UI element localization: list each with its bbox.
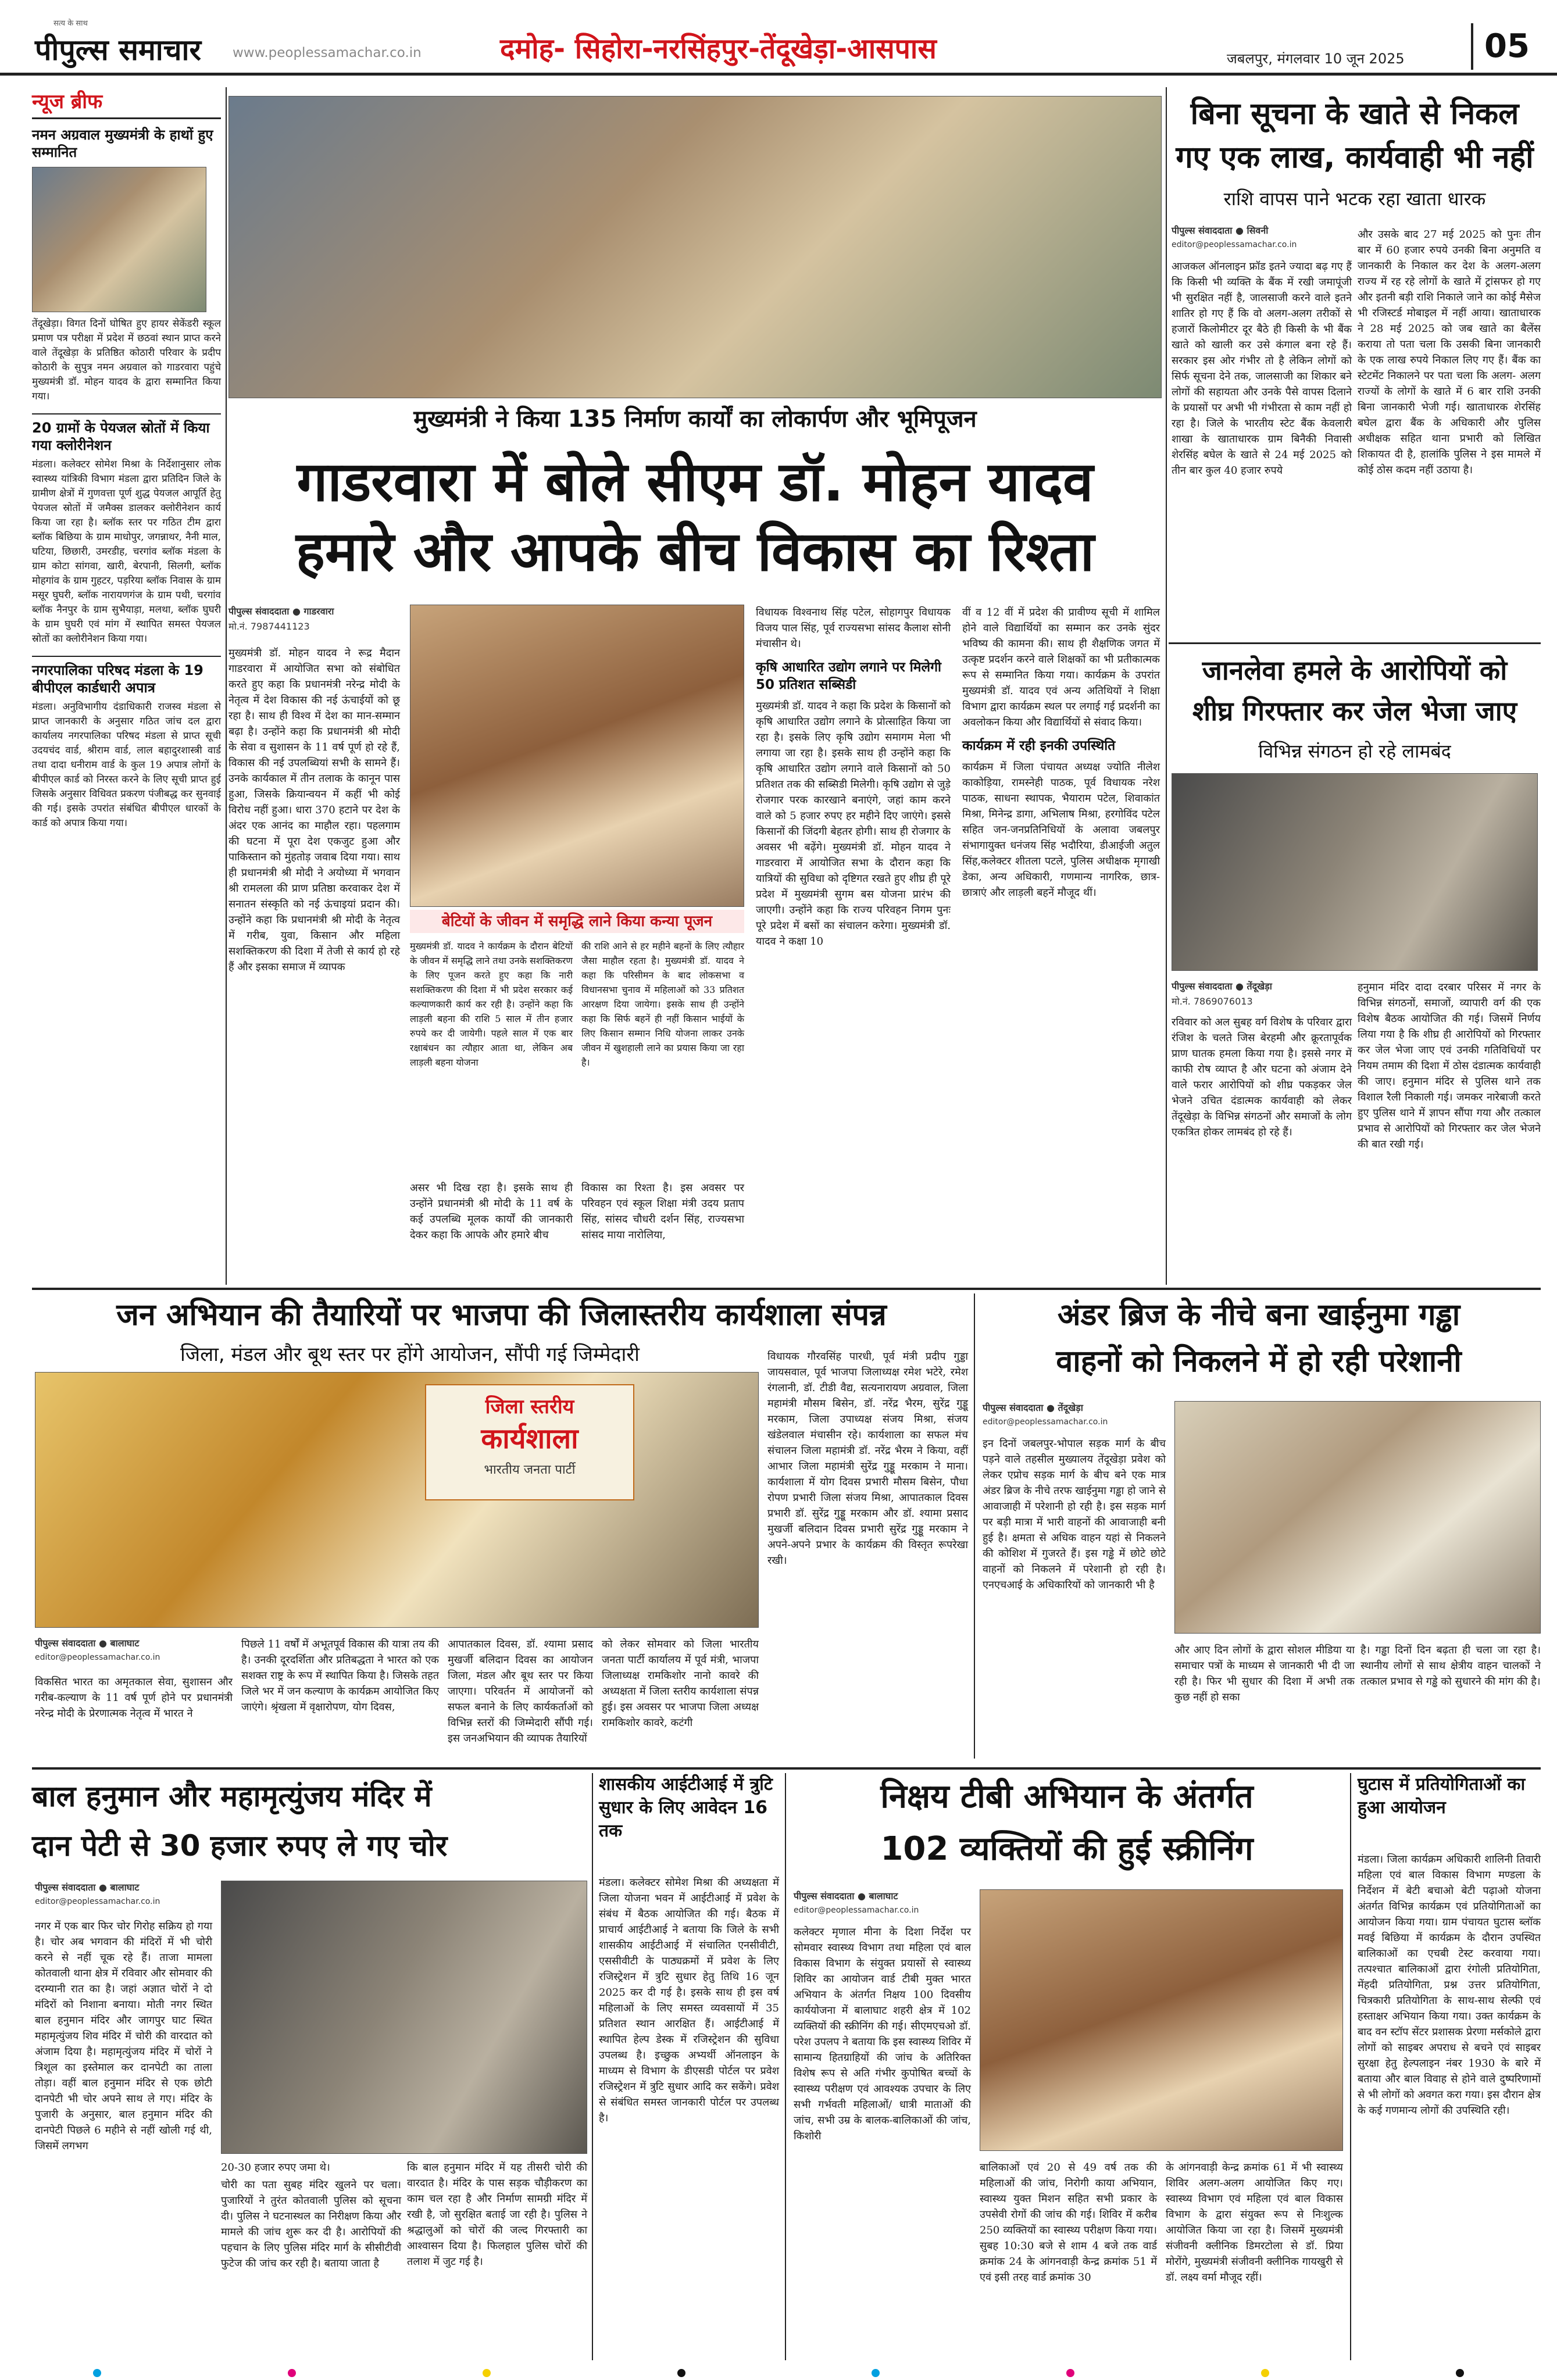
bridge-email[interactable]: editor@peoplessamachar.co.in: [983, 1417, 1108, 1427]
temple-caption: 20-30 हजार रुपए जमा थे।: [221, 2161, 330, 2174]
column-divider: [1350, 1773, 1351, 2360]
tb-col-2: बालिकाओं एवं 20 से 49 वर्ष तक की महिलाओं की जांच, निरोगी काया अभियान, स्वास्थ्य युक्त मिशन सहित सभी प्रकार के उपसेवी रोगों की जांच की गई। शिविर में करीब 250 व्यक्तियों का स्वास्थ्य परीक्षण किया गया। सुबह 10:30 बजे से शाम 4 बजे तक वार्ड क्रमांक 24 के आंगनवाड़ी केन्द्र क्रमांक 51 में एवं इसी तरह वार्ड क्रमांक 30: [980, 2161, 1160, 2283]
masthead: [0, 0, 1557, 76]
bjp-byline: पीपुल्स संवाददाता ● बालाघाट: [35, 1638, 140, 1649]
bridge-headline-1: अंडर ब्रिज के नीचे बना खाईनुमा गड्ढा: [1057, 1298, 1460, 1332]
bridge-photo: [1174, 1401, 1541, 1634]
bjp-headline: जन अभियान की तैयारियों पर भाजपा की जिलास्तरीय कार्यशाला संपन्न: [116, 1298, 887, 1332]
bjp-col-2: पिछले 11 वर्षों में अभूतपूर्व विकास की यात्रा तय की है। उनकी दूरदर्शिता और प्रतिबद्धता ने भारत को एक सशक्त राष्ट्र के रूप में स्थापित किया है। जिसके तहत जिले भर में जन कल्याण के कार्यक्रम आयोजित किए जाएंगे। श्रृंखला में वृक्षारोपण, योग दिवस,: [241, 1638, 442, 1713]
registration-dot: [1261, 2369, 1269, 2377]
bjp-col-3: आपातकाल दिवस, डॉ. श्यामा प्रसाद मुखर्जी बलिदान दिवस का आयोजन जिला, मंडल और बूथ स्तर पर किया जाएगा। परिवर्तन में आयोजनों को सफल बनाने के लिए कार्यकर्ताओं को विभिन्न स्तरों की जिम्मेदारी सौंपी गई। इस जनअभियान की व्यापक तैयारियों: [448, 1638, 597, 1745]
iti-headline: शासकीय आईटीआई में त्रुटि सुधार के लिए आवेदन 16 तक: [599, 1774, 773, 1841]
registration-dot: [872, 2369, 880, 2377]
temple-photo: [221, 1881, 587, 2154]
bank-email[interactable]: editor@peoplessamachar.co.in: [1172, 240, 1297, 249]
bjp-banner: [425, 1384, 634, 1500]
lead-subhead-agri: कृषि आधारित उद्योग लगाने पर मिलेगी 50 प्रतिशत सब्सिडी: [756, 660, 941, 692]
attack-col-2: हनुमान मंदिर दादा दरबार परिसर में नगर के विभिन्न संगठनों, समाजों, व्यापारी वर्ग की एक विशेष बैठक आयोजित की गई। जिसमें निर्णय लिया गया है कि शीघ्र ही आरोपियों को गिरफ्तार कर जेल भेजा जाए एवं उनकी गतिविधियों पर नियम तमाम की दिशा में ठोस दंडात्मक कार्यवाही की जाए। हनुमान मंदिर से पुलिस थाने तक विशाल रैली निकाली गई। जमकर नारेबाजी करते हुए पुलिस थाने में ज्ञापन सौंपा गया और तत्काल प्रभाव से आरोपियों को गिरफ्तार कर जेल भेजने की बात रखी गई।: [1358, 981, 1544, 1150]
bridge-col-2: और आए दिन लोगों के द्वारा सोशल मीडिया या समाचार पत्रों के माध्यम से जानकारी भी दी जा रही है। फिर भी सुधार की दिशा में अभी तक कुछ नहीं हो सका: [1174, 1644, 1358, 1703]
kanya-pujan-caption: बेटियों के जीवन में समृद्धि लाने किया कन्या पूजन: [410, 910, 744, 933]
tb-photo: [980, 1889, 1343, 2151]
registration-dot: [93, 2369, 101, 2377]
attack-headline-1: जानलेवा हमले के आरोपियों को: [1202, 655, 1508, 686]
attack-col-1: रविवार को अल सुबह वर्ग विशेष के परिवार द्वारा रंजिश के चलते जिस बेरहमी और क्रूरतापूर्वक प्राण घातक हमला किया गया है। इससे नगर में काफी रोष व्याप्त है और घटना को अंजाम देने वाले फरार आरोपियों को शीघ्र पकड़कर जेल भेजने उचित दंडात्मक कार्यवाही को लेकर तेंदूखेड़ा के विभिन्न संगठनों और समाजों के लोग एकत्रित होकर लामबंद हो रहे हैं।: [1172, 1016, 1355, 1138]
lead-col-4-wrap: [962, 605, 1163, 1267]
attack-headline-2: शीघ्र गिरफ्तार कर जेल भेजा जाए: [1192, 695, 1517, 727]
masthead-tagline: सत्य के साथ: [53, 19, 88, 28]
brief-3-title: नगरपालिका परिषद मंडला के 19 बीपीएल कार्डधारी अपात्र: [32, 656, 221, 696]
lead-photo: [228, 96, 1162, 398]
registration-dot: [677, 2369, 685, 2377]
temple-col-3: कि बाल हनुमान मंदिर में यह तीसरी चोरी की वारदात है। मंदिर के पास सड़क चौड़ीकरण का काम चल रहा है और निर्माण सामग्री मंदिर में रखी है, जो सुरक्षित बताई जा रही है। पुलिस ने श्रद्धालुओं को चोरों की जल्द गिरफ्तारी का आश्वासन दिया है। फिलहाल पुलिस चोरों की तलाश में जुट गई है।: [407, 2161, 591, 2268]
temple-email[interactable]: editor@peoplessamachar.co.in: [35, 1897, 160, 1906]
bank-headline-1: बिना सूचना के खाते से निकल: [1190, 97, 1519, 131]
temple-col-1: नगर में एक बार फिर चोर गिरोह सक्रिय हो गया है। चोर अब भगवान की मंदिरों में भी चोरी करने से नहीं चूक रहे हैं। ताजा मामला कोतवाली थाना क्षेत्र में रविवार और सोमवार की दरम्यानी रात का है। जहां अज्ञात चोरों ने दो मंदिरों को निशाना बनाया। मोती नगर स्थित बाल हनुमान मंदिर और जागपुर घाट स्थित महामृत्युंजय शिव मंदिर में चोरी की वारदात को अंजाम दिया है। महामृत्युंजय मंदिर में चोरों ने त्रिशूल का इस्तेमाल कर दानपेटी का ताला तोड़ा। वहीं बाल हनुमान मंदिर से एक छोटी दानपेटी भी चोर अपने साथ ले गए। मंदिर के पुजारी के अनुसार, बाल हनुमान मंदिर की दानपेटी पिछले 6 महीने से नहीं खोली गई थी, जिसमें लगभग: [35, 1920, 216, 2152]
ghutas-text: मंडला। जिला कार्यक्रम अधिकारी शालिनी तिवारी महिला एवं बाल विकास विभाग मण्डला के निर्देशन में बेटी बचाओ बेटी पढ़ाओ योजना अंतर्गत विभिन्न कार्यक्रम एवं प्रतियोगिताओं का आयोजन किया गया। ग्राम पंचायत घुटास ब्लॉक मवई बिछिया में कार्यक्रम के दौरान उपस्थित बालिकाओं का एचबी टेस्ट करवाया गया। तत्पश्चात बालिकाओं द्वारा रंगोली प्रतियोगिता, मेंहदी प्रतियोगिता, प्रश्न उत्तर प्रतियोगिता, चित्रकारी प्रतियोगिता के साथ-साथ सेल्फी एवं हस्ताक्षर अभियान किया गया। उक्त कार्यक्रम के बाद वन स्टॉप सेंटर प्रशासक प्रेरणा मर्सकोले द्वारा लोगों को साइबर अपराध से बचने एवं साइबर सुरक्षा हेतु हेल्पलाइन नंबर 1930 के बारे में बताया और बाल विवाह से होने वाले दुष्परिणामों से भी लोगों को अवगत करा गया। इस दौरान क्षेत्र के कई गणमान्य लोगों की उपस्थिति रही।: [1358, 1853, 1544, 2117]
column-divider: [1166, 87, 1167, 1285]
lead-subhead-presence: कार्यक्रम में रही इनकी उपस्थिति: [962, 738, 1116, 753]
bjp-col-5: विधायक गौरवसिंह पारधी, पूर्व मंत्री प्रदीप गुड्डा जायसवाल, पूर्व भाजपा जिलाध्यक्ष रमेश भटेरे, रमेश रंगलानी, डॉ. टीडी वैद्य, सत्यनारायण अग्रवाल, जिला महामंत्री मौसम बिसेन, डॉ. नरेंद्र भैरम, सुरेंद्र गुड्डू मरकाम, जिला उपाध्यक्ष संजय मिश्रा, संजय खंडेलवाल मंचासीन रहे। कार्यशाला का सफल मंच संचालन जिला महामंत्री डॉ. नरेंद्र भैरम ने किया, वहीं आभार जिला महामंत्री सुरेंद्र गुड्डू मरकाम ने माना। कार्यशाला में योग दिवस प्रभारी मौसम बिसेन, पौधा रोपण प्रभारी जिला संजय मिश्रा, आपातकाल दिवस प्रभारी डॉ. सुरेंद्र गुड्डू मरकाम और डॉ. श्यामा प्रसाद मुखर्जी बलिदान दिवस प्रभारी सुरेंद्र गुड्डू मरकाम ने अपने-अपने प्रभार के कार्यक्रम की विस्तृत रूपरेखा रखी।: [767, 1350, 972, 1567]
temple-headline-1: बाल हनुमान और महामृत्युंजय मंदिर में: [32, 1779, 432, 1813]
bjp-banner-line-1: जिला स्तरीय: [485, 1395, 574, 1418]
lead-headline-1: गाडरवारा में बोले सीएम डॉ. मोहन यादव: [297, 451, 1094, 514]
bjp-col-4: को लेकर सोमवार को जिला भारतीय जनता पार्टी कार्यालय में पूर्व मंत्री, भाजपा जिलाध्यक्ष रामकिशोर नानो कावरे की अध्यक्षता में जिला स्तरीय कार्यशाला संपन्न हुई। इस अवसर पर भाजपा जिला अध्यक्ष रामकिशोर कावरे, कटंगी: [602, 1638, 762, 1729]
column-divider: [974, 1293, 975, 1759]
bjp-photo: [35, 1372, 759, 1628]
masthead-website[interactable]: www.peoplessamachar.co.in: [233, 45, 422, 60]
page-number: 05: [1471, 23, 1541, 70]
bank-byline-box: [1172, 224, 1346, 249]
brief-2-text: मंडला। कलेक्टर सोमेश मिश्रा के निर्देशानुसार लोक स्वास्थ्य यांत्रिकी विभाग मंडला द्वारा प्रतिदिन जिले के ग्रामीण क्षेत्रों में गुणवत्ता पूर्ण शुद्ध पेयजल आपूर्ति हेतु पेयजल स्रोतों में जमैक्स डालकर क्लोरीनेशन कार्य किया जा रहा है। ब्लॉक स्तर पर गठित टीम द्वारा ब्लॉक बिछिया के ग्राम माधोपुर, जगन्नाथर, नैनी माल, घटिया, छिछारी, उमरडीह, चरगांव ब्लॉक मंडला के ग्राम कोटा सांगवा, खारी, बेरपानी, सिलगी, ब्लॉक मोहगांव के ग्राम गुहटर, पड़रिया ब्लॉक निवास के ग्राम मसूर घुघरी, ब्लॉक नारायणगंज के ग्राम पथी, चरगांव ब्लॉक नैनपुर के ग्राम सुभैयाड़ा, मलथा, ब्लॉक घुघरी के ग्राम घुघरी एवं मांग में स्थापित समस्त पेयजल स्रोतों का क्लोरीनेशन किया गया।: [32, 459, 224, 645]
lead-col-1: मुख्यमंत्री डॉ. मोहन यादव ने रूद्र मैदान गाडरवारा में आयोजित सभा को संबोधित करते हुए कहा कि प्रधानमंत्री नरेन्द्र मोदी के नेतृत्व में देश विकास की नई ऊंचाईयों को छू रहा है। साथ ही विश्व में देश का मान-सम्मान बढ़ा है। उन्होंने कहा कि प्रधानमंत्री श्री मोदी के सेवा व सुशासन के 11 वर्ष पूर्ण हो रहे हैं, विकास की नई उपलब्धियां सभी के सामने हैं। उनके कार्यकाल में तीन तलाक के कानून पास हुआ, जिसके क्रियान्वयन में कहीं भी कोई विरोध नहीं हुआ। धारा 370 हटाने पर देश के अंदर एक आनंद का माहौल रहा। पहलगाम की घटना में पूरा देश एकजुट हुआ और पाकिस्तान को मुंहतोड़ जवाब दिया गया। साथ ही प्रधानमंत्री श्री मोदी ने अयोध्या में भगवान श्री रामलला की प्राण प्रतिष्ठा करवाकर देश में सनातन संस्कृति को नई ऊंचाइयां प्रदान की। उन्होंने कहा कि प्रधानमंत्री श्री मोदी के नेतृत्व में गरीब, युवा, किसान और महिला सशक्तिकरण की दिशा में तेजी से कार्य हो रहे हैं और इसका समाज में व्यापक: [228, 647, 403, 973]
tb-col-3: के आंगनवाड़ी केन्द्र क्रमांक 61 में भी स्वास्थ्य शिविर अलग-अलग आयोजित किए गए। स्वास्थ्य विभाग एवं महिला एवं बाल विकास विभाग के द्वारा संयुक्त रूप से निःशुल्क आयोजित किया जा रहा है। जिसमें मुख्यमंत्री संजीवनी क्लीनिक डिमरटोला से डॉ. प्रिया मोरोंगे, मुख्यमंत्री संजीवनी क्लीनिक गायखुरी से डॉ. लक्ष्य वर्मा मौजूद रहीं।: [1166, 2161, 1347, 2283]
news-brief-column: [32, 87, 224, 1288]
lead-col-2d: विकास का रिश्ता है। इस अवसर पर परिवहन एवं स्कूल शिक्षा मंत्री उदय प्रताप सिंह, सांसद चौधरी दर्शन सिंह, राज्यसभा सांसद माया नारोलिया,: [581, 1182, 748, 1241]
registration-dot: [483, 2369, 491, 2377]
bjp-byline-box: [35, 1636, 233, 1662]
brief-1-title: नमन अग्रवाल मुख्यमंत्री के हाथों हुए सम्मानित: [32, 127, 213, 160]
registration-dot: [288, 2369, 296, 2377]
bjp-banner-line-3: भारतीय जनता पार्टी: [484, 1463, 576, 1477]
brief-label: न्यूज ब्रीफ: [32, 87, 221, 119]
brief-1-text: तेंदूखेड़ा। विगत दिनों घोषित हुए हायर सेकेंडरी स्कूल प्रमाण पत्र परीक्षा में प्रदेश में छठवां स्थान प्राप्त करने वाले तेंदूखेड़ा के प्रतिष्ठित कोठारी परिवार के प्रदीप कोठारी के सुपुत्र नमन अग्रवाल को गाडरवारा पहुंचे मुख्यमंत्री डॉ. मोहन यादव के द्वारा सम्मानित किया गया।: [32, 318, 224, 402]
registration-dot: [1066, 2369, 1074, 2377]
tb-email[interactable]: editor@peoplessamachar.co.in: [794, 1906, 919, 1915]
tb-col-1: कलेक्टर मृणाल मीना के दिशा निर्देश पर सोमवार स्वास्थ्य विभाग तथा महिला एवं बाल विकास विभाग के संयुक्त प्रयासों से स्वास्थ्य शिविर का आयोजन वार्ड टीबी मुक्त भारत अभियान के अंतर्गत निक्षय 100 दिवसीय कार्ययोजना में बालाघाट शहरी क्षेत्र में 102 व्यक्तियों की स्क्रीनिंग की गई। सीएमएचओ डॉ. परेश उपलप ने बताया कि इस स्वास्थ्य शिविर में सामान्य हितग्राहियों की जांच के अतिरिक्त विशेष रूप से अति गंभीर कुपोषित बच्चों के स्वास्थ्य परीक्षण एवं आवश्यक उपचार के लिए सभी गर्भवती महिलाओं/ धात्री माताओं की जांच, सभी उम्र के बालक-बालिकाओं की जांच, किशोरी: [794, 1926, 974, 2142]
bank-byline: पीपुल्स संवाददाता ● सिवनी: [1172, 225, 1269, 236]
color-registration-bar: [0, 2366, 1557, 2380]
column-divider: [592, 1773, 593, 2360]
lead-headline-2: हमारे और आपके बीच विकास का रिश्ता: [295, 520, 1095, 584]
brief-3-text: मंडला। अनुविभागीय दंडाधिकारी राजस्व मंडला से प्राप्त जानकारी के अनुसार गठित जांच दल द्वारा कार्यालय नगरपालिका परिषद मंडला से प्राप्त सूची उदयचंद वार्ड, श्रीराम वार्ड, लाल बहादुरशास्त्री वार्ड तथा दादा धनीराम वार्ड के कुल 19 अपात्र लोगों के बीपीएल कार्ड को निरस्त करने के लिए सूची प्राप्त हुई जिसके अनुसार विधिवत प्रकरण पंजीबद्ध कर सुनवाई की गई। इसके उपरांत संबंधित बीपीएल धारकों के कार्ड को अपात्र किया गया।: [32, 701, 224, 829]
lead-col-3-wrap: [756, 605, 954, 1267]
lead-kicker: मुख्यमंत्री ने किया 135 निर्माण कार्यों का लोकार्पण और भूमिपूजन: [413, 406, 977, 433]
bridge-col-1: इन दिनों जबलपुर-भोपाल सड़क मार्ग के बीच पड़ने वाले तहसील मुख्यालय तेंदूखेड़ा प्रवेश को लेकर एप्रोच सड़क मार्ग के बीच बने एक मात्र अंडर ब्रिज के नीचे तरफ खाईनुमा गड्ढा हो जाने से आवाजाही में परेशानी हो रही है। इस सड़क मार्ग पर बड़ी मात्रा में भारी वाहनों की आवाजाही बनी हुई है। क्षमता से अधिक वाहन यहां से निकलने की कोशिश में गुजरते हैं। इस गड्ढे में छोटे छोटे वाहनों को निकलने में परेशानी हो रही है। एनएचआई के अधिकारियों को जानकारी भी है: [983, 1438, 1169, 1591]
attack-photo: [1172, 773, 1538, 971]
lead-mobile: मो.नं. 7987441123: [228, 621, 310, 632]
lead-col-3: विधायक विश्वनाथ सिंह पटेल, सोहागपुर विधायक विजय पाल सिंह, पूर्व राज्यसभा सांसद कैलाश सोनी मंचासीन थे।: [756, 606, 954, 650]
bridge-col-3: है। गड्ढा दिनों दिन बढ़ता ही चला जा रहा है। स्थानीय लोगों से साथ क्षेत्रीय वाहन चालकों ने तत्काल प्रभाव से गड्ढे को सुधारने की मांग की है।: [1360, 1644, 1544, 1688]
kanya-pujan-photo: [410, 605, 744, 907]
lead-col-2c: असर भी दिख रहा है। इसके साथ ही उन्होंने प्रधानमंत्री श्री मोदी के 11 वर्ष के कई उपलब्धि मूलक कार्यों की जानकारी देकर कहा कि आपके और हमारे बीच: [410, 1182, 576, 1241]
bjp-col-1: विकसित भारत का अमृतकाल सेवा, सुशासन और गरीब-कल्याण के 11 वर्ष पूर्ण होने पर प्रधानमंत्री नरेन्द्र मोदी के प्रेरणात्मक नेतृत्व में भारत ने: [35, 1676, 236, 1720]
attack-byline-box: [1172, 980, 1352, 1007]
lead-col-3b: मुख्यमंत्री डॉ. यादव ने कहा कि प्रदेश के किसानों को कृषि आधारित उद्योग लगाने के प्रोत्साहित किया जा रहा है। इसके लिए कृषि उद्योग समागम मेला भी लगाया जा रहा है। इसके साथ ही उन्होंने कहा कि कृषि आधारित उद्योग लगाने वाले किसानों को 50 प्रतिशत तक की सब्सिडी मिलेगी। कृषि उद्योग से जुड़े रोजगार परक कारखाने बनाएंगे, जहां काम करने वाले को 5 हजार रुपए हर महीने दिए जाएंगे। इससे किसानों की जिंदगी बेहतर होगी। साथ ही रोजगार के अवसर भी बढ़ेंगे। मुख्यमंत्री डॉ. मोहन यादव ने गाडरवारा में आयोजित सभा के दौरान कहा कि यात्रियों की सुविधा को दृष्टिगत रखते हुए शीघ्र ही पूरे प्रदेश में मुख्यमंत्री सुगम बस योजना प्रारंभ की जाएगी। उन्होंने कहा कि राज्य परिवहन निगम पुनः पूरे प्रदेश में बसों का संचालन करेगा। मुख्यमंत्री डॉ. यादव ने कक्षा 10: [756, 700, 954, 948]
dateline: जबलपुर, मंगलवार 10 जून 2025: [1227, 51, 1405, 67]
bank-subhead: राशि वापस पाने भटक रहा खाता धारक: [1223, 188, 1486, 210]
lead-col-4: वीं व 12 वीं में प्रदेश की प्रावीण्य सूची में शामिल होने वाले विद्यार्थियों का सम्मान कर उनके सुंदर भविष्य की कामना की। साथ ही शैक्षणिक जगत में उत्कृष्ट प्रदर्शन करने वाले शिक्षकों का भी प्रतीकात्मक रूप से सम्मानित किया गया। कार्यक्रम के उपरांत मुख्यमंत्री डॉ. यादव एवं अन्य अतिथियों ने शिक्षा विभाग द्वारा कार्यक्रम स्थल पर लगाई गई प्रदर्शनी का अवलोकन किया और विद्यार्थियों से संवाद किया।: [962, 606, 1163, 728]
bjp-email[interactable]: editor@peoplessamachar.co.in: [35, 1653, 160, 1662]
iti-text: मंडला। कलेक्टर सोमेश मिश्रा की अध्यक्षता में जिला योजना भवन में आईटीआई में प्रवेश के संबंध में बैठक आयोजित की गई। बैठक में प्राचार्य आईटीआई ने बताया कि जिले के सभी शासकीय आईटीआई में संचालित एनसीवीटी, एससीवीटी के पाठ्यक्रमों में प्रवेश के लिए रजिस्ट्रेशन में त्रुटि सुधार हेतु तिथि 16 जून 2025 कर दी गई है। इसके साथ ही इस वर्ष महिलाओं के लिए समस्त व्यवसायों में 35 प्रतिशत स्थान आरक्षित हैं। आईटीआई में स्थापित हेल्प डेस्क में रजिस्ट्रेशन की सुविधा उपलब्ध है। इच्छुक अभ्यर्थी ऑनलाइन के माध्यम से विभाग के डीएसडी पोर्टल पर प्रवेश रजिस्ट्रेशन में त्रुटि सुधार आदि कर सकेंगे। प्रवेश से संबंधित समस्त जानकारी पोर्टल पर उपलब्ध है।: [599, 1877, 783, 2124]
temple-col-2: चोरी का पता सुबह मंदिर खुलने पर चला। पुजारियों ने तुरंत कोतवाली पुलिस को सूचना दी। पुलिस ने घटनास्थल का निरीक्षण किया और मामले की जांच शुरू कर दी है। आरोपियों की पहचान के लिए पुलिस मंदिर मार्ग के सीसीटीवी फुटेज की जांच कर रही है। बताया जाता है: [221, 2179, 405, 2270]
bridge-byline: पीपुल्स संवाददाता ● तेंदूखेड़ा: [983, 1402, 1083, 1413]
ghutas-headline: घुटास में प्रतियोगिताओं का हुआ आयोजन: [1358, 1774, 1526, 1818]
bank-headline-2: गए एक लाख, कार्यवाही भी नहीं: [1176, 140, 1534, 175]
attack-subhead: विभिन्न संगठन हो रहे लामबंद: [1258, 740, 1451, 762]
section-divider: [32, 1288, 1541, 1290]
tb-byline-box: [794, 1889, 971, 1915]
temple-byline-box: [35, 1881, 212, 1906]
brief-1-photo: [32, 167, 206, 312]
section-divider: [1169, 642, 1541, 644]
lead-byline: पीपुल्स संवाददाता ● गाडरवारा: [228, 606, 334, 617]
brief-2-title: 20 ग्रामों के पेयजल स्रोतों में किया गया क्लोरीनेशन: [32, 413, 221, 454]
temple-headline-2: दान पेटी से 30 हजार रुपए ले गए चोर: [32, 1829, 448, 1863]
masthead-logo: पीपुल्स समाचार: [35, 33, 201, 67]
lead-col-2b: की राशि आने से हर महीने बहनों के लिए त्यौहार जैसा माहौल रहता है। मुख्यमंत्री डॉ. यादव ने कहा कि परिसीमन के बाद लोकसभा व विधानसभा चुनाव में महिलाओं को 33 प्रतिशत आरक्षण दिया जायेगा। इसके साथ ही उन्होंने कहा कि सिर्फ बहनें ही नहीं किसान भाईयों के लिए किसान सम्मान निधि योजना लाकर उनके जीवन में खुशहाली लाने का प्रयास किया जा रहा है।: [581, 941, 748, 1068]
section-divider: [32, 1767, 1541, 1770]
bridge-byline-box: [983, 1401, 1166, 1427]
bank-col-1: आजकल ऑनलाइन फ्रॉड इतने ज्यादा बढ़ गए हैं कि किसी भी व्यक्ति के बैंक में रखी जमापूंजी भी सुरक्षित नहीं है, जालसाजी करने वाले इतने शातिर हो गए हैं कि वो अलग-अलग तरीकों से हजारों किलोमीटर दूर बैठे ही किसी के भी बैंक खाते को खाली कर उसे कंगाल बना रहे हैं। सरकार इस ओर गंभीर तो है लेकिन लोगों को सिर्फ सूचना देने तक, जालसाजी का शिकार बने लोगों की सहायता और उनके पैसे वापस दिलाने के प्रयासों पर अभी भी गंभीरता से काम नहीं हो रहा है। जिले के भारतीय स्टेट बैंक केवलारी शाखा के खाताधारक ग्राम बिनैकी निवासी शेरसिंह बघेल के खाते से 24 मई 2025 को तीन बार कुल 40 हजार रुपये: [1172, 260, 1355, 477]
lead-col-4b: कार्यक्रम में जिला पंचायत अध्यक्ष ज्योति नीलेश काकोड़िया, रामस्नेही पाठक, पूर्व विधायक नरेश पाठक, साधना स्थापक, भैयाराम पटेल, शिवाकांत मिश्रा, मिनेन्द्र डागा, अभिलाष मिश्रा, हरगोविंद पटेल सहित जन-जनप्रतिनिधियों के अलावा जबलपुर संभागायुक्त धनंजय सिंह भदौरिया, डीआईजी अतुल सिंह,कलेक्टर शीतला पटले, पुलिस अधीक्षक मृगाखी डेका, अन्य अधिकारी, गणमान्य नागरिक, छात्र-छात्राएं और लाड़ली बहनें मौजूद थीं।: [962, 761, 1163, 899]
column-divider: [785, 1773, 786, 2360]
lead-col-2a: मुख्यमंत्री डॉ. यादव ने कार्यक्रम के दौरान बेटियों के जीवन में समृद्धि लाने तथा उनके सशक्तिकरण के लिए पूजन करते हुए कहा कि नारी सशक्तिकरण की दिशा में भी प्रदेश सरकार कई कल्याणकारी कार्य कर रही है। उन्होंने कहा कि लाड़ली बहना की राशि 5 साल में तीन हजार रुपये कर दी जायेगी। पहले साल में एक बार रक्षाबंधन का त्यौहार आता था, लेकिन अब लाड़ली बहना योजना: [410, 941, 576, 1068]
lead-byline-box: [228, 605, 397, 632]
bank-col-2: और उसके बाद 27 मई 2025 को पुनः तीन बार में 60 हजार रुपये उनकी बिना अनुमति व जानकारी के निकाल कर देश के अलग-अलग राज्य में रह रहे लोगों के खाते में ट्रांसफर हो गए और इतनी बड़ी राशि निकाले जाने का कोई मैसेज भी रजिस्टर्ड मोबाइल में नहीं आया। खाताधारक ने 28 मई 2025 को जब खाते का बैलेंस कराया तो पता चला कि उसकी बिना जानकारी के एक लाख रुपये निकाल लिए गए हैं। बैंक का स्टेटमेंट निकालने पर पता चला कि अलग- अलग राज्यों के लोगों के खाते में 6 बार राशि उनकी बिना जानकारी भेजी गई। खाताधारक शेरसिंह बघेल द्वारा बैंक के अधिकारी और पुलिस अधीक्षक सहित थाना प्रभारी को लिखित शिकायत दी है, हालांकि पुलिस ने इस मामले में कोई ठोस कदम नहीं उठाया है।: [1358, 228, 1544, 476]
column-divider: [226, 87, 227, 1285]
temple-byline: पीपुल्स संवाददाता ● बालाघाट: [35, 1882, 140, 1893]
attack-byline: पीपुल्स संवाददाता ● तेंदूखेड़ा: [1172, 981, 1272, 992]
tb-byline: पीपुल्स संवाददाता ● बालाघाट: [794, 1891, 898, 1902]
registration-dot: [1456, 2369, 1464, 2377]
attack-mobile: मो.नं. 7869076013: [1172, 996, 1253, 1007]
tb-headline-2: 102 व्यक्तियों की हुई स्क्रीनिंग: [880, 1830, 1254, 1868]
bridge-headline-2: वाहनों को निकलने में हो रही परेशानी: [1056, 1344, 1462, 1379]
tb-headline-1: निक्षय टीबी अभियान के अंतर्गत: [880, 1778, 1254, 1816]
section-title: दमोह- सिहोरा-नरसिंहपुर-तेंदूखेड़ा-आसपास: [500, 33, 937, 65]
bjp-subhead: जिला, मंडल और बूथ स्तर पर होंगे आयोजन, सौंपी गई जिम्मेदारी: [180, 1343, 640, 1366]
bjp-banner-line-2: कार्यशाला: [481, 1423, 578, 1455]
